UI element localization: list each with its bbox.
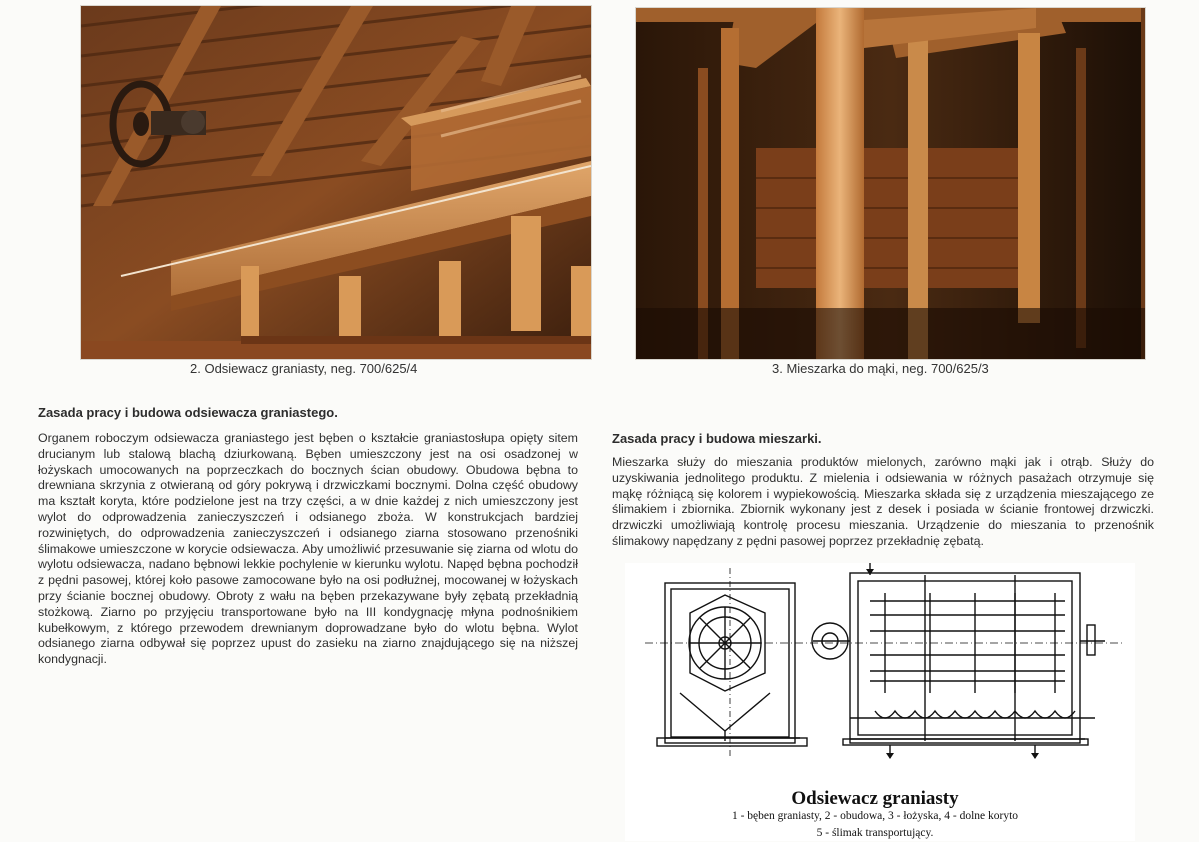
sifter-drawing-lines — [625, 563, 1135, 763]
sifter-section-body: Organem roboczym odsiewacza graniastego jest bęben o kształcie graniastosłupa opięty sitem drucianym lub stalową blachą dziurkowaną. Bęben umieszczony jest na osi osadzonej w łożyskach umocowanych na poprzeczkach do bocznych ścian obudowy. Obudowa bębna to drewniana skrzynia z otwieraną od góry pokrywą i drzwiczkami bocznymi. Dolna część obudowy ma kształt koryta, które podzielone jest na trzy części, a w dnie każdej z nich umieszczony jest wylot do odprowadzenia zanieczyszczeń i odsianego zboża. W konstrukcjach bardziej rozwiniętych, do odprowadzenia zanieczyszczeń i odsianego ziarna stosowano przenośniki ślimakowe umieszczone w korycie odsiewacza. Aby umożliwić przesuwanie się ziarna od wlotu do wylotu odsiewacza, nadano bębnowi lekkie pochylenie w kierunku wylotu. Napęd bębna pochodził z pędni pasowej, której koło pasowe zamocowane było na osi podłużnej, mocowanej w łożyskach przy ścianie bocznej obudowy. Obroty z wału na bęben przekazywane były zębatą przekładnią stożkową. Ziarno po przyjęciu transportowane było na III kondygnację młyna podnośnikiem kubełkowym, z którego przewodem drewnianym doprowadzane było do wlotu bębna. Wylot odsianego ziarna odbywał się poprzez upust do zasieku na ziarno znajdującego się na niższej kondygnacji. — [38, 431, 578, 667]
drawing-title: Odsiewacz graniasty — [791, 788, 959, 809]
right-photo-caption: 3. Mieszarka do mąki, neg. 700/625/3 — [772, 361, 989, 376]
sifter-photo-illustration — [81, 6, 591, 359]
mixer-section-heading: Zasada pracy i budowa mieszarki. — [612, 431, 822, 446]
mixer-photo — [636, 8, 1145, 359]
left-photo-caption: 2. Odsiewacz graniasty, neg. 700/625/4 — [190, 361, 418, 376]
sifter-photo — [81, 6, 591, 359]
drawing-legend-line-2: 5 - ślimak transportujący. — [816, 827, 934, 839]
drawing-legend-line-1: 1 - bęben graniasty, 2 - obudowa, 3 - łożyska, 4 - dolne koryto — [731, 810, 1019, 822]
sifter-technical-drawing — [625, 563, 1135, 841]
mixer-section-body: Mieszarka służy do mieszania produktów mielonych, zarówno mąki jak i otrąb. Służy do uzyskiwania jednolitego produktu. Z mielenia i odsiewania w różnych pasażach otrzymuje się mąkę różniącą się kolorem i wypiekowością. Mieszarka składa się z urządzenia mieszającego ze ślimakiem i zbiornika. Zbiornik wykonany jest z desek i posiada w ścianie frontowej drzwiczki. drzwiczki umożliwiają kontrolę procesu mieszania. Urządzenie do mieszania to przenośnik ślimakowy napędzany z pędni pasowej poprzez przekładnię zębatą. — [612, 455, 1154, 548]
sifter-section-heading: Zasada pracy i budowa odsiewacza graniastego. — [38, 405, 338, 420]
mixer-photo-illustration — [636, 8, 1145, 359]
